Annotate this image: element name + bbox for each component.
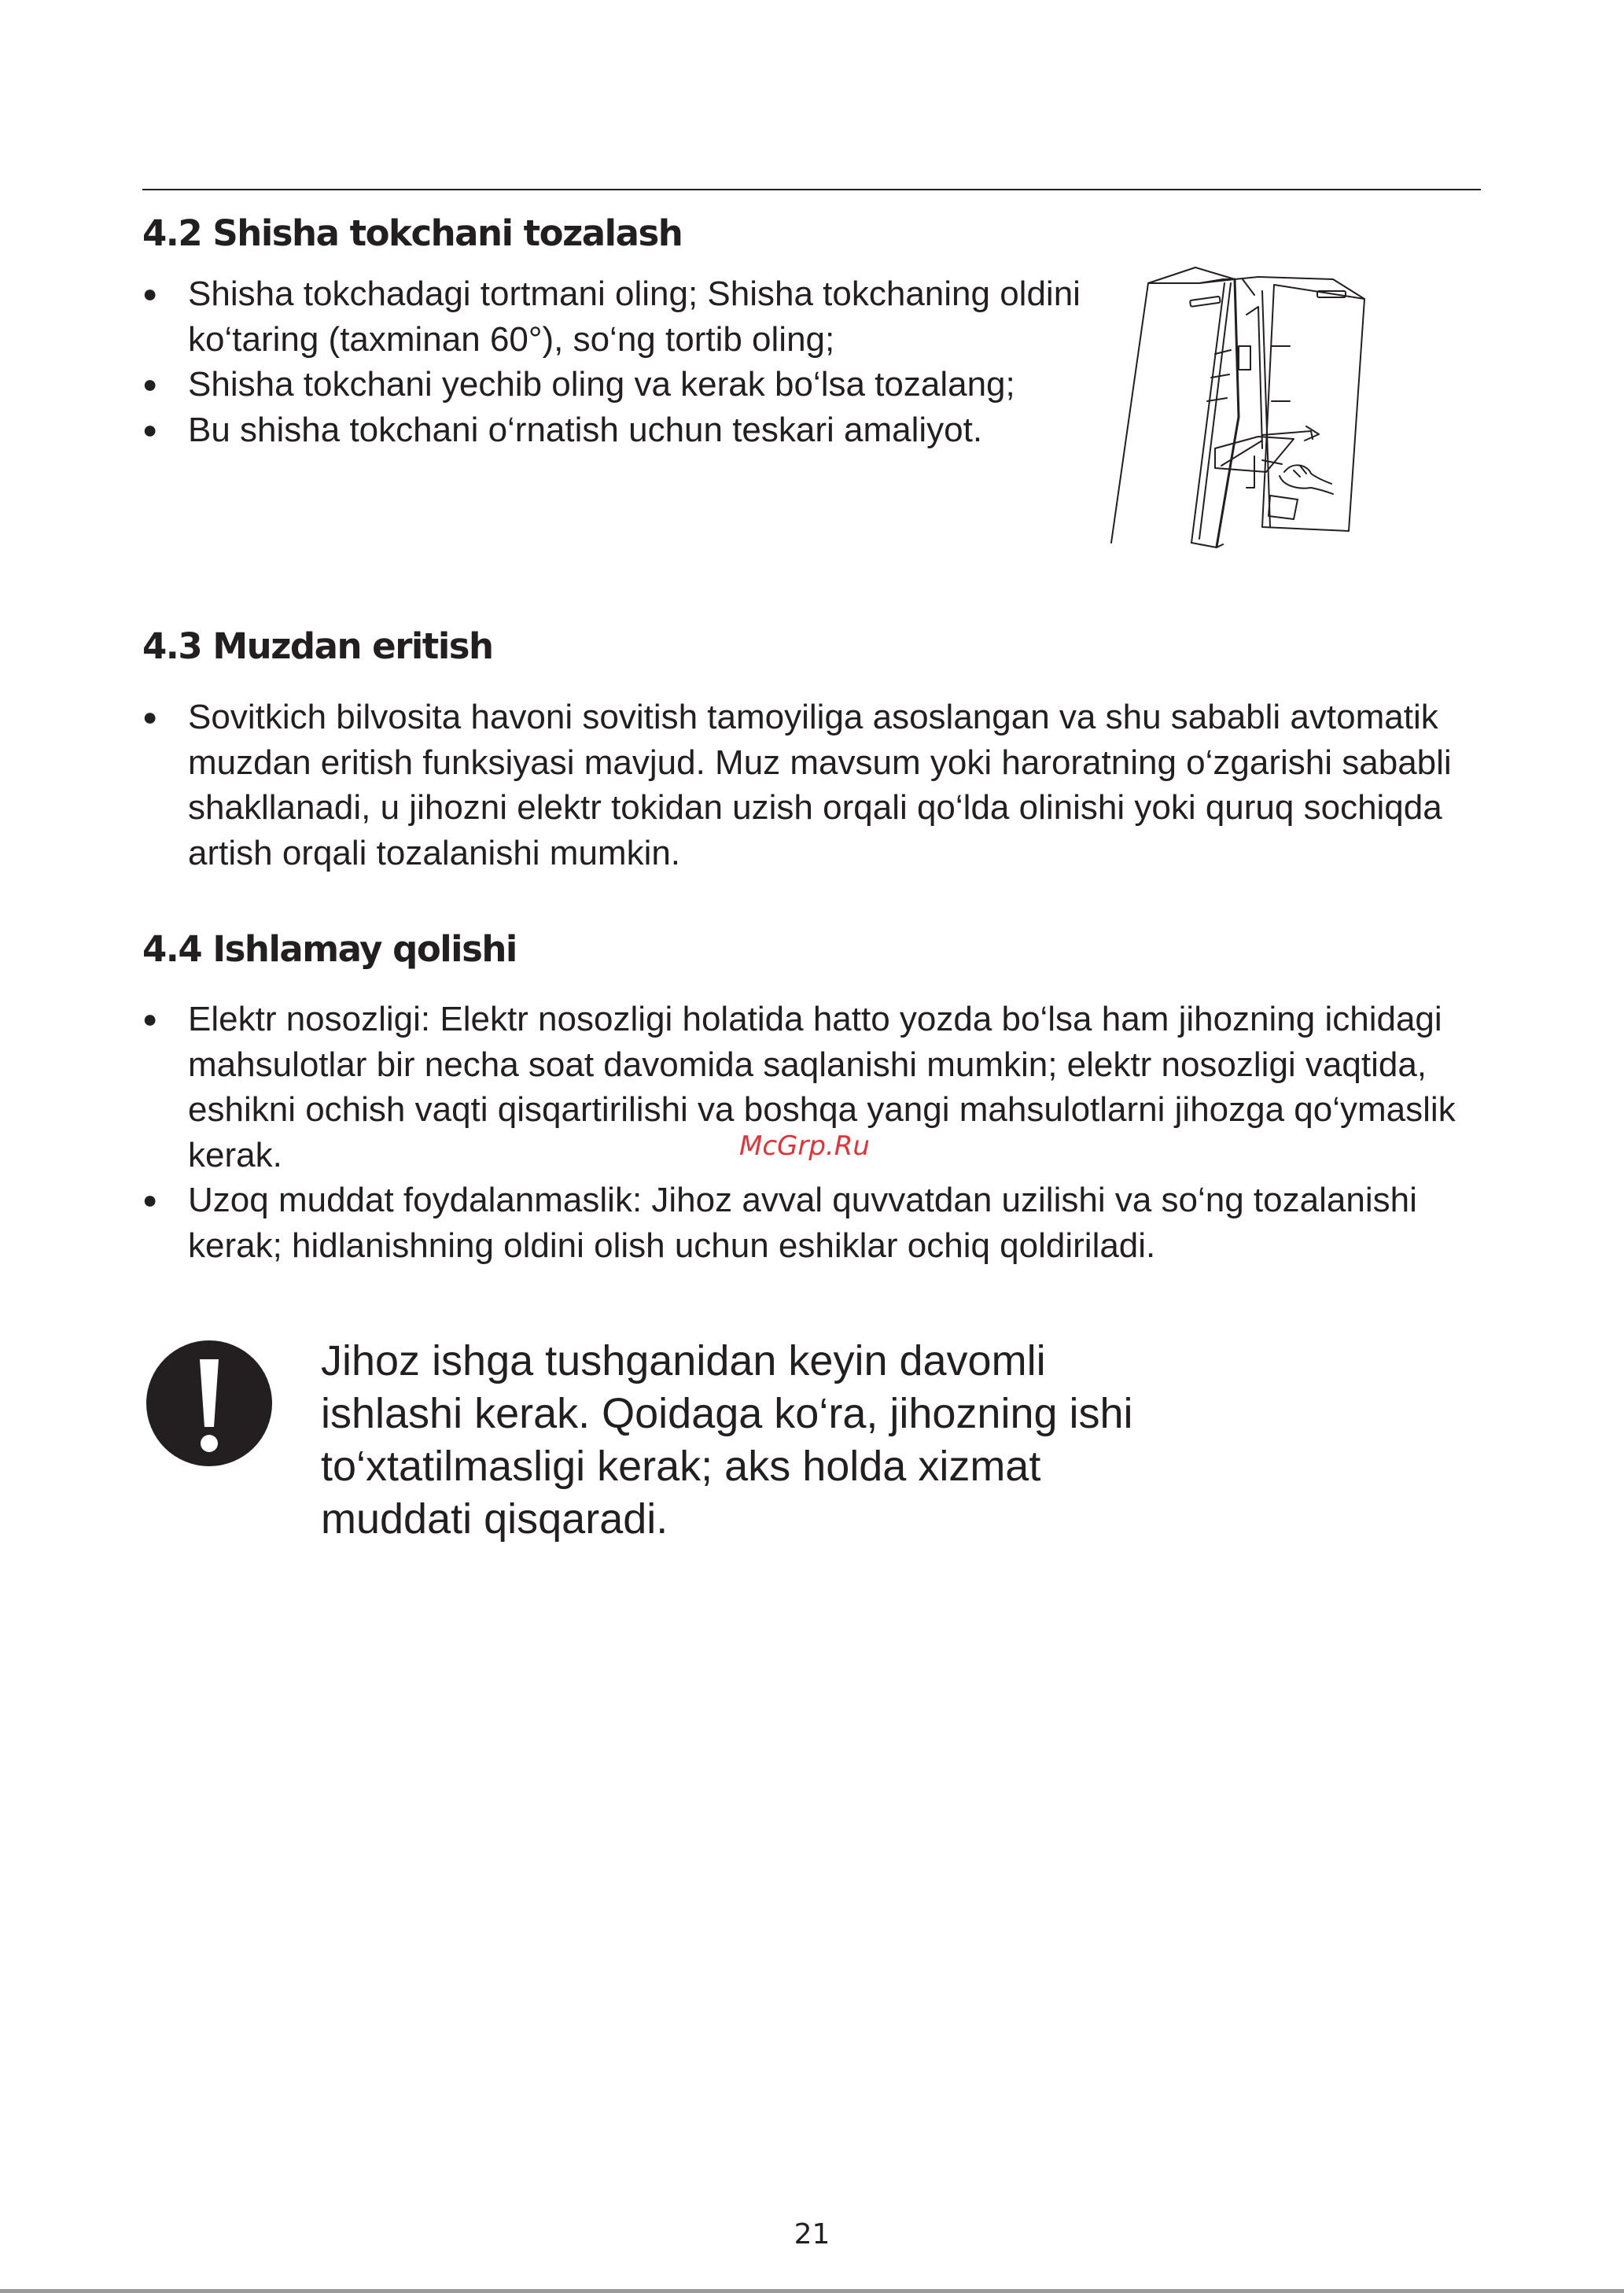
glass-shelf-removal-illustration [1105,260,1482,551]
list-item: ● Shisha tokchani yechib oling va kerak bo‘lsa tozalang; [142,362,1125,407]
bottom-edge [0,2289,1624,2293]
page-number: 21 [794,2218,830,2251]
top-rule [142,189,1481,190]
list-item: ● Sovitkich bilvosita havoni sovitish tamoyiliga asoslangan va shu sababli avtomatik muzdan eritish funksiyasi mavjud. Muz mavsum yoki haroratning o‘zgarishi sababli shakllanadi, u jihozni elektr tokidan uzish orqali qo‘lda olinishi yoki quruq sochiqda artish orqali tozalanishi mumkin. [142,695,1464,876]
list-item: ● Uzoq muddat foydalanmaslik: Jihoz avval quvvatdan uzilishi va so‘ng tozalanishi kerak; hidlanishning oldini olish uchun eshiklar ochiq qoldiriladi. [142,1178,1464,1268]
section-4-3-list [142,695,1464,876]
warning-text: Jihoz ishga tushganidan keyin davomli ishlashi kerak. Qoidaga ko‘ra, jihozning ishi to‘xtatilmasligi kerak; aks holda xizmat muddati qisqaradi. [321,1337,1133,1543]
section-heading-4-2: 4.2 Shisha tokchani tozalash [142,212,683,254]
section-heading-4-3: 4.3 Muzdan eritish [142,625,493,667]
list-item: ● Shisha tokchadagi tortmani oling; Shisha tokchaning oldini ko‘taring (taxminan 60°), so‘ng tortib oling; [142,271,1125,362]
list-item: ● Elektr nosozligi: Elektr nosozligi holatida hatto yozda bo‘lsa ham jihozning ichidagi mahsulotlar bir necha soat davomida saqlanishi mumkin; elektr nosozligi vaqtida, eshikni ochish vaqti qisqartirilishi va boshqa yangi mahsulotlarni jihozga qo‘ymaslik kerak. [142,997,1464,1178]
section-heading-4-4: 4.4 Ishlamay qolishi [142,928,517,970]
section-4-2-list [142,271,1125,452]
exclamation-icon [145,1339,274,1468]
list-item: ● Bu shisha tokchani o‘rnatish uchun teskari amaliyot. [142,407,1125,453]
watermark: McGrp.Ru [739,1130,870,1162]
